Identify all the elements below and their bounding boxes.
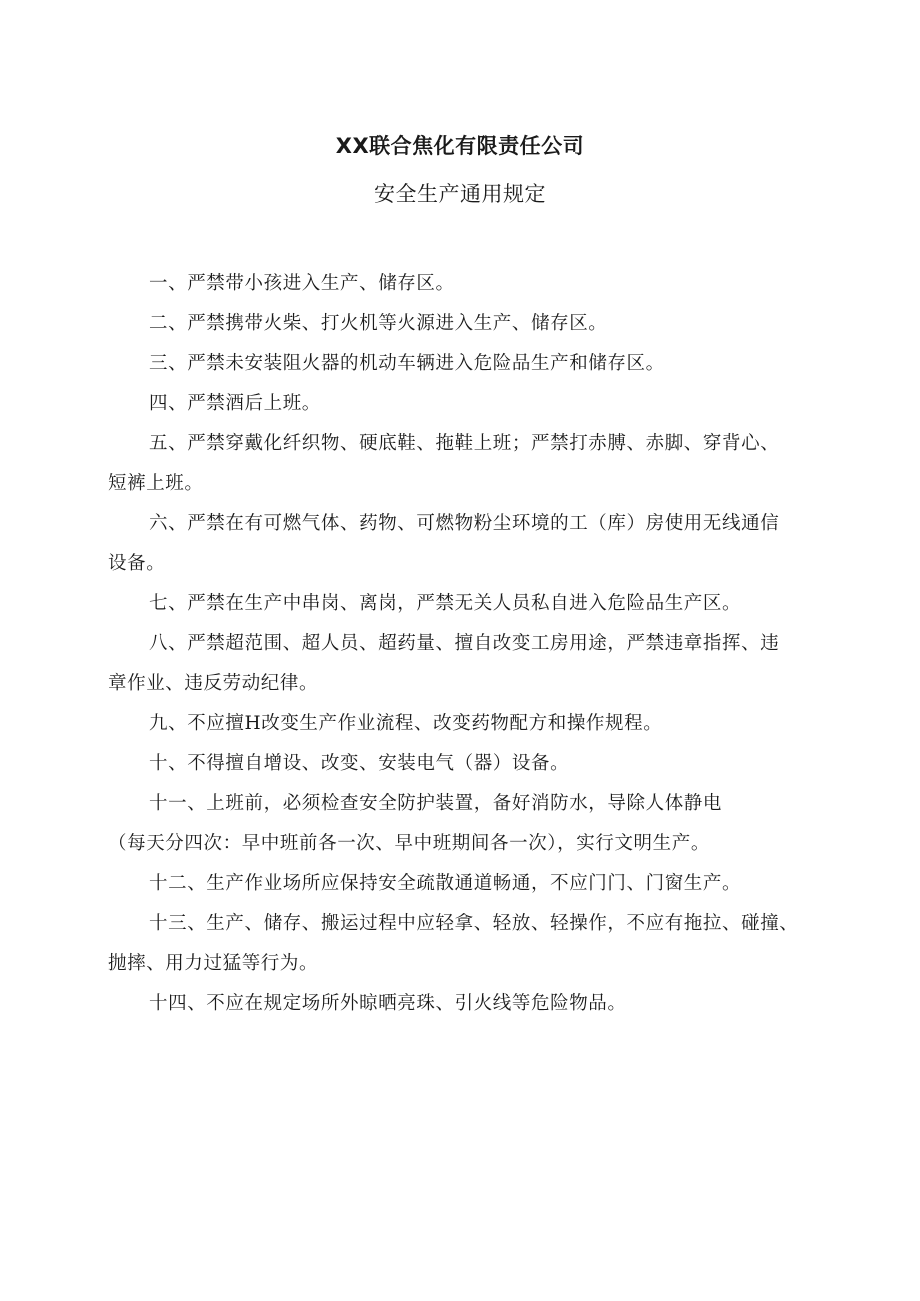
regulation-line: 十四、不应在规定场所外晾晒亮珠、引火线等危险物品。 <box>149 993 627 1014</box>
regulation-item-10 <box>108 744 820 784</box>
regulation-line: 五、严禁穿戴化纤织物、硬底鞋、拖鞋上班；严禁打赤膊、赤脚、穿背心、 <box>149 433 780 454</box>
regulation-line: 二、严禁携带火柴、打火机等火源进入生产、储存区。 <box>149 313 608 334</box>
regulation-line-continued: （每天分四次：早中班前各一次、早中班期间各一次），实行文明生产。 <box>108 833 710 854</box>
regulation-line-continued: 章作业、违反劳动纪律。 <box>108 673 319 694</box>
regulation-item-3 <box>108 344 820 384</box>
document-subtitle: 安全生产通用规定 <box>374 182 546 206</box>
regulation-item-8 <box>108 624 820 704</box>
regulation-item-7 <box>108 584 820 624</box>
regulation-line: 八、严禁超范围、超人员、超药量、擅自改变工房用途，严禁违章指挥、违 <box>149 633 780 654</box>
regulation-line-continued: 短裤上班。 <box>108 473 204 494</box>
regulation-line: 十三、生产、储存、搬运过程中应轻拿、轻放、轻操作，不应有拖拉、碰撞、 <box>149 913 799 934</box>
regulation-line: 十一、上班前，必须检查安全防护装置，备好消防水，导除人体静电 <box>149 793 723 814</box>
regulation-line-continued: 设备。 <box>108 553 166 574</box>
regulation-line: 四、严禁酒后上班。 <box>149 393 321 414</box>
regulation-line: 一、严禁带小孩进入生产、储存区。 <box>149 273 455 294</box>
regulation-item-4 <box>108 384 820 424</box>
regulations-body <box>108 264 820 1024</box>
regulation-line-continued: 抛摔、用力过猛等行为。 <box>108 953 319 974</box>
regulation-line: 六、严禁在有可燃气体、药物、可燃物粉尘环境的工（库）房使用无线通信 <box>149 513 780 534</box>
regulation-item-12 <box>108 864 820 904</box>
regulation-item-6 <box>108 504 820 584</box>
regulation-item-9 <box>108 704 820 744</box>
regulation-item-11 <box>108 784 820 864</box>
regulation-line: 七、严禁在生产中串岗、离岗，严禁无关人员私自进入危险品生产区。 <box>149 593 742 614</box>
regulation-item-14 <box>108 984 820 1024</box>
regulation-line: 十、不得擅自增设、改变、安装电气（器）设备。 <box>149 753 570 774</box>
regulation-item-1 <box>108 264 820 304</box>
regulation-line: 三、严禁未安装阻火器的机动车辆进入危险品生产和储存区。 <box>149 353 665 374</box>
regulation-line: 十二、生产作业场所应保持安全疏散通道畅通，不应门门、门窗生产。 <box>149 873 742 894</box>
document-title: XX联合焦化有限责任公司 <box>335 134 585 158</box>
regulation-item-2 <box>108 304 820 344</box>
regulation-item-13 <box>108 904 820 984</box>
regulation-line: 九、不应擅H改变生产作业流程、改变药物配方和操作规程。 <box>149 713 663 734</box>
regulation-item-5 <box>108 424 820 504</box>
